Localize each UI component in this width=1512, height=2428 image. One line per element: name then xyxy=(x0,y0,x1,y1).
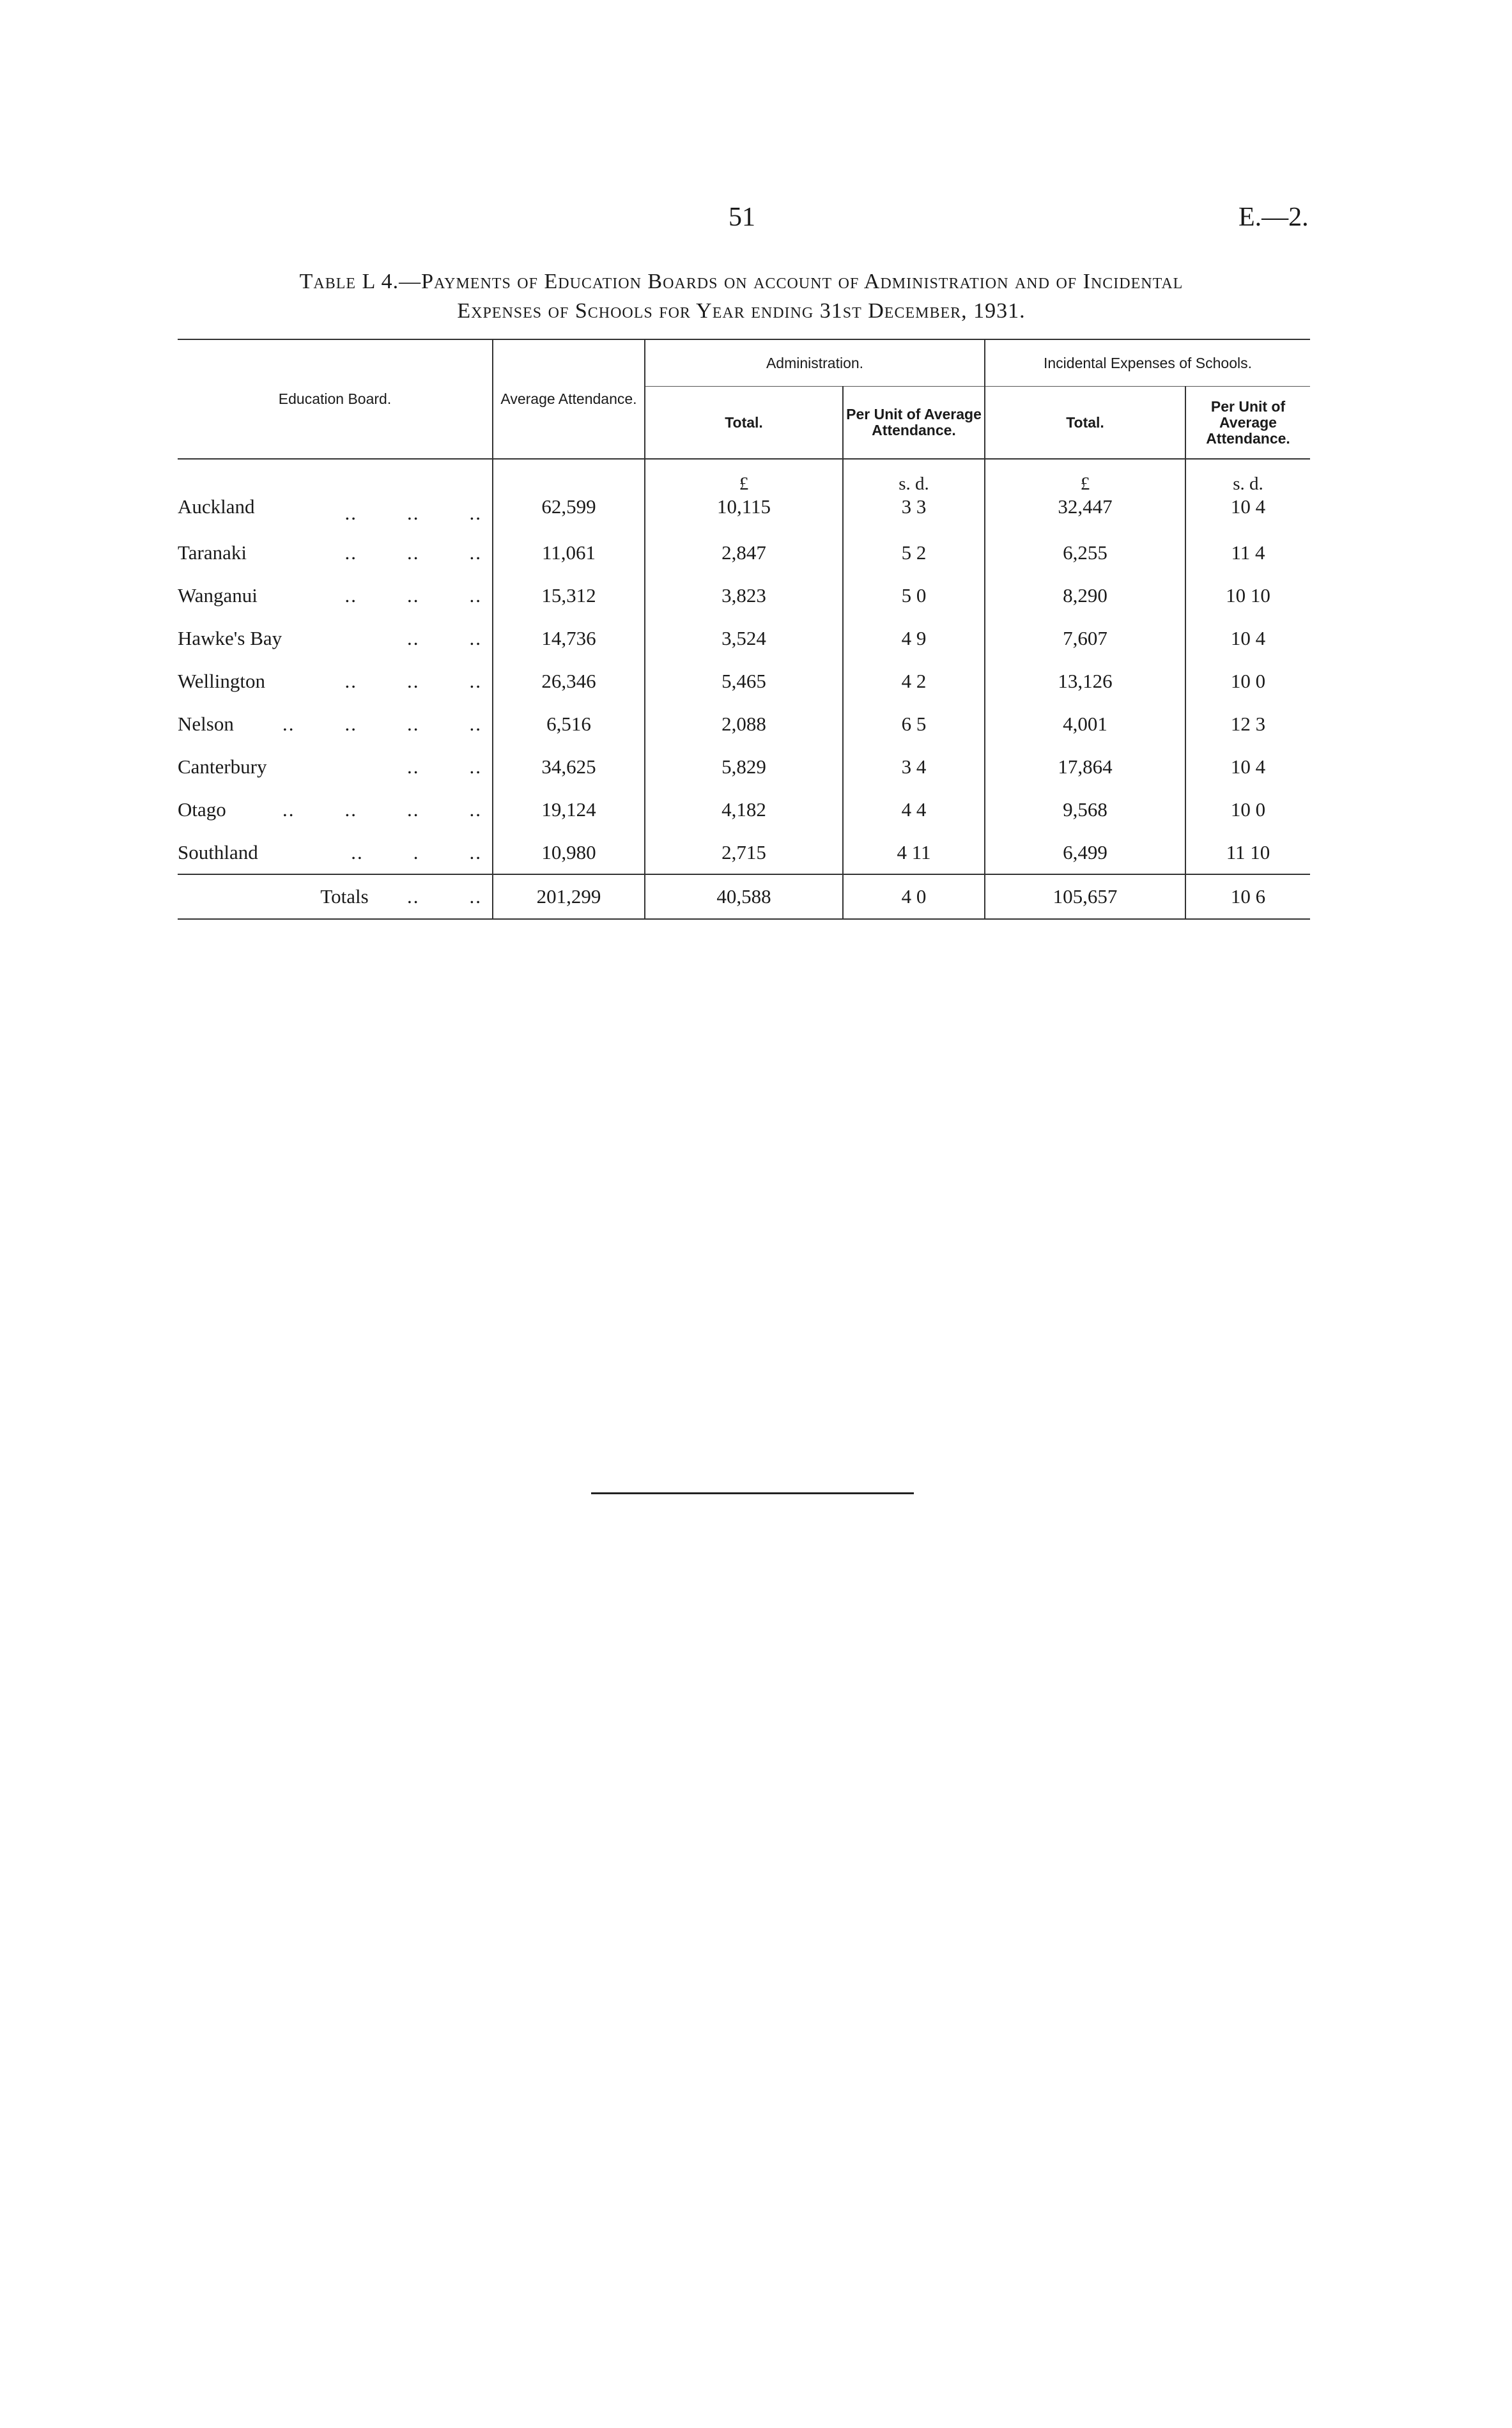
table-title-line-1: Table L 4.—Payments of Education Boards on account of Administration and of Incidental xyxy=(299,270,1184,293)
board-name: Nelson xyxy=(178,712,234,735)
units-admin-per-unit: s. d. xyxy=(843,459,985,495)
board-name: Otago xyxy=(178,798,226,821)
table-title-line-2: Expenses of Schools for Year ending 31st December, 1931. xyxy=(457,299,1026,323)
header-incidental-total: Total. xyxy=(985,387,1185,460)
board-name-cell xyxy=(178,788,493,831)
attendance-cell: 26,346 xyxy=(493,660,645,702)
units-attendance-cell xyxy=(493,459,645,495)
units-incidental-per-unit: s. d. xyxy=(1233,474,1263,494)
table-row xyxy=(178,531,1310,574)
table-header xyxy=(178,339,1310,459)
leader-dots: .. .. .. xyxy=(344,584,482,607)
table-row xyxy=(178,617,1310,660)
attendance-cell: 62,599 xyxy=(493,495,645,531)
admin-total-cell: 2,847 xyxy=(645,531,843,574)
admin-total-cell: 2,715 xyxy=(645,831,843,874)
incidental-total-cell: 7,607 xyxy=(985,617,1185,660)
admin-per-unit-cell: 3 4 xyxy=(843,745,985,788)
admin-per-unit-cell: 6 5 xyxy=(843,702,985,745)
admin-total-cell: 3,524 xyxy=(645,617,843,660)
page-reference: E.—2. xyxy=(1238,203,1309,232)
leader-dots: .. .. xyxy=(407,755,482,778)
leader-dots: .. .. xyxy=(407,885,482,908)
header-average-attendance: Average Attendance. xyxy=(493,339,645,459)
incidental-total-cell: 9,568 xyxy=(985,788,1185,831)
board-name-cell xyxy=(178,531,493,574)
leader-dots: .. .. .. xyxy=(344,541,482,564)
units-incidental-total: £ xyxy=(985,459,1185,495)
totals-label: Totals xyxy=(320,885,369,908)
header-education-board: Education Board. xyxy=(178,339,493,459)
closing-rule xyxy=(591,1492,914,1494)
incidental-total-cell: 4,001 xyxy=(985,702,1185,745)
leader-dots: .. .. .. .. xyxy=(282,798,482,821)
incidental-per-unit-cell: 12 3 xyxy=(1230,712,1266,735)
header-admin-per-unit: Per Unit of Average Attendance. xyxy=(843,387,985,460)
totals-admin-total-cell: 40,588 xyxy=(645,874,843,919)
admin-total-cell: 4,182 xyxy=(645,788,843,831)
incidental-total-cell: 32,447 xyxy=(985,495,1185,531)
totals-admin-per-unit-cell: 4 0 xyxy=(843,874,985,919)
table-row xyxy=(178,788,1310,831)
admin-per-unit-cell: 4 9 xyxy=(843,617,985,660)
table-title xyxy=(179,267,1304,326)
admin-per-unit-cell: 4 11 xyxy=(843,831,985,874)
incidental-per-unit-cell: 11 10 xyxy=(1226,840,1270,863)
units-board-cell xyxy=(178,459,493,495)
incidental-per-unit-cell: 10 4 xyxy=(1230,755,1266,778)
header-incidental-expenses: Incidental Expenses of Schools. xyxy=(985,339,1310,387)
table-row xyxy=(178,702,1310,745)
table-row xyxy=(178,574,1310,617)
header-admin-total: Total. xyxy=(645,387,843,460)
table-row xyxy=(178,495,1310,531)
payments-table xyxy=(178,339,1310,920)
attendance-cell: 10,980 xyxy=(493,831,645,874)
incidental-total-cell: 6,499 xyxy=(985,831,1185,874)
table-row xyxy=(178,831,1310,874)
units-row xyxy=(178,459,1310,495)
incidental-per-unit-cell: 11 4 xyxy=(1231,541,1265,564)
incidental-total-cell: 13,126 xyxy=(985,660,1185,702)
board-name: Wanganui xyxy=(178,584,258,607)
board-name: Southland xyxy=(178,840,258,863)
totals-attendance-cell: 201,299 xyxy=(493,874,645,919)
board-name: Canterbury xyxy=(178,755,267,778)
totals-incidental-per-unit-cell: 10 6 xyxy=(1185,874,1310,919)
leader-dots: .. .. .. .. xyxy=(282,712,482,735)
board-name-cell xyxy=(178,745,493,788)
board-name-cell xyxy=(178,617,493,660)
attendance-cell: 34,625 xyxy=(493,745,645,788)
board-name: Taranaki xyxy=(178,541,247,564)
admin-per-unit-cell: 3 3 xyxy=(843,495,985,531)
table-body xyxy=(178,459,1310,919)
table-row xyxy=(178,660,1310,702)
totals-row xyxy=(178,874,1310,919)
admin-total-cell: 2,088 xyxy=(645,702,843,745)
leader-dots: .. . .. xyxy=(351,840,482,863)
board-name-cell xyxy=(178,702,493,745)
totals-label-cell xyxy=(178,874,493,919)
attendance-cell: 19,124 xyxy=(493,788,645,831)
admin-per-unit-cell: 5 0 xyxy=(843,574,985,617)
admin-total-cell: 3,823 xyxy=(645,574,843,617)
board-name-cell xyxy=(178,495,493,531)
header-incidental-per-unit: Per Unit of Average Attendance. xyxy=(1206,398,1290,447)
incidental-total-cell: 17,864 xyxy=(985,745,1185,788)
attendance-cell: 6,516 xyxy=(493,702,645,745)
board-name: Wellington xyxy=(178,669,265,692)
page-header xyxy=(0,202,1512,240)
totals-incidental-total-cell: 105,657 xyxy=(985,874,1185,919)
incidental-per-unit-cell: 10 4 xyxy=(1230,626,1266,649)
leader-dots: .. .. xyxy=(407,626,482,649)
leader-dots: .. .. .. xyxy=(344,502,482,524)
units-admin-total: £ xyxy=(645,459,843,495)
payments-table-container xyxy=(178,339,1310,920)
incidental-per-unit-cell: 10 10 xyxy=(1226,584,1270,607)
incidental-per-unit-cell: 10 0 xyxy=(1230,669,1266,692)
attendance-cell: 11,061 xyxy=(493,531,645,574)
admin-total-cell: 10,115 xyxy=(645,495,843,531)
incidental-per-unit-cell: 10 4 xyxy=(1230,495,1266,518)
table-row xyxy=(178,745,1310,788)
admin-total-cell: 5,829 xyxy=(645,745,843,788)
incidental-total-cell: 8,290 xyxy=(985,574,1185,617)
page-number: 51 xyxy=(729,203,755,232)
admin-per-unit-cell: 4 4 xyxy=(843,788,985,831)
board-name-cell xyxy=(178,574,493,617)
board-name-cell xyxy=(178,660,493,702)
header-administration: Administration. xyxy=(645,339,985,387)
attendance-cell: 14,736 xyxy=(493,617,645,660)
board-name: Hawke's Bay xyxy=(178,626,282,649)
admin-total-cell: 5,465 xyxy=(645,660,843,702)
incidental-total-cell: 6,255 xyxy=(985,531,1185,574)
board-name-cell xyxy=(178,831,493,874)
board-name: Auckland xyxy=(178,495,255,518)
leader-dots: .. .. .. xyxy=(344,669,482,692)
incidental-per-unit-cell: 10 0 xyxy=(1230,798,1266,821)
admin-per-unit-cell: 4 2 xyxy=(843,660,985,702)
attendance-cell: 15,312 xyxy=(493,574,645,617)
admin-per-unit-cell: 5 2 xyxy=(843,531,985,574)
